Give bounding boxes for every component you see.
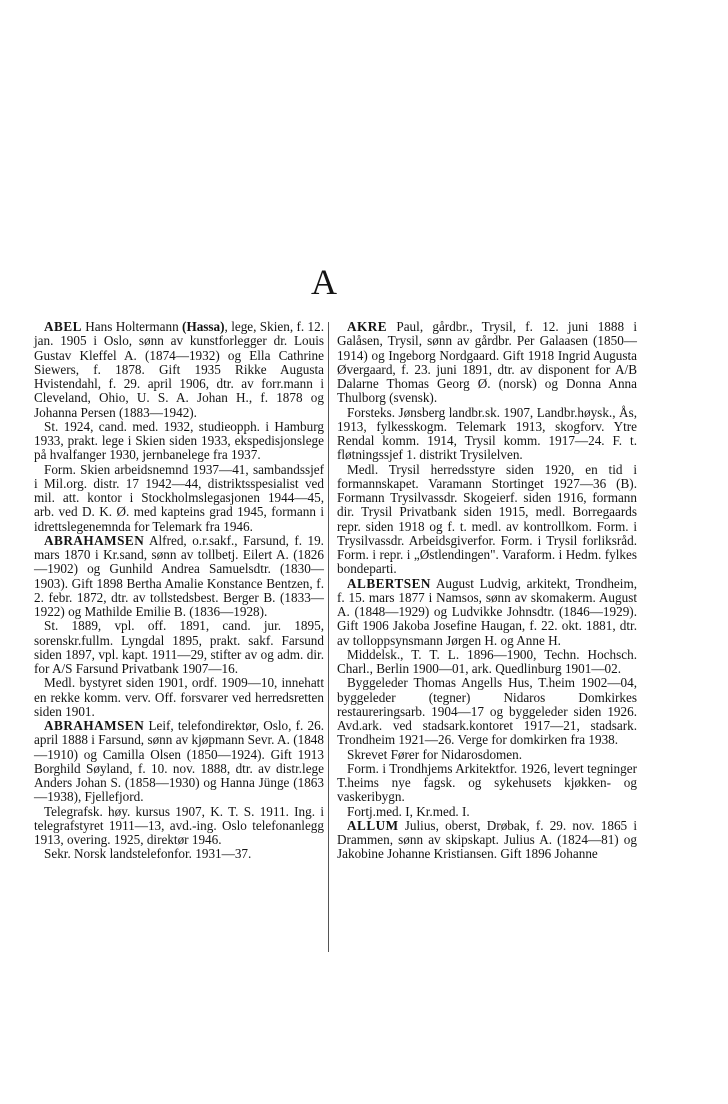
biography-entry	[337, 320, 637, 577]
entry-given-names: Hans Holtermann	[81, 319, 183, 334]
entry-paragraph: Medl. Trysil herredsstyre siden 1920, en tid i formannskapet. Varamann Stortinget 1927—36 (B). Formann Trysilvassdr. Skogeierf. siden 1916, formann dir. Trysil Privatbank siden 1915, medl. Borregaards repr. siden 1918 og f. t. medl. av kontrollkom. Form. i Trysilvassdr. Arbeidsgiverfor. Form. i Trysil forliksråd. Form. i repr. i „Østlendingen". Varaform. i Hedm. fylkes bondeparti.	[337, 461, 637, 577]
entry-details: , arkitekt, Trondheim, f. 15. mars 1877 i Namsos, sønn av skomakerm. August A. (1848—1929) og Ludvikke Johnsdtr. (1846—1929). Gift 1906 Jakoba Josefine Haugan, f. 22. okt. 1881, dtr. av tolloppsynsmann Jørgen H. og Anne H.	[337, 575, 638, 648]
entry-surname: ABEL	[44, 319, 82, 334]
entry-given-names: August Ludvig	[430, 575, 518, 591]
entry-surname: AKRE	[347, 319, 388, 334]
entry-surname: ABRAHAMSEN	[44, 532, 145, 548]
biography-entry	[34, 534, 324, 719]
entry-paragraph: Sekr. Norsk landstelefonfor. 1931—37.	[44, 846, 252, 862]
entry-given-names: Julius	[398, 817, 436, 833]
entry-given-names: Alfred	[144, 532, 184, 548]
entry-surname: ALLUM	[347, 817, 399, 833]
entry-details: , lege, Skien, f. 12. jan. 1905 i Oslo, sønn av kunstforlegger dr. Louis Gustav Kleffel A. (1874—1932) og Ella Cathrine Siewers, f. 1878. Gift 1935 Rikke Augusta Hvistendahl, f. 29. april 1906, dtr. av forr.mann i Cleveland, Ohio, U. S. A. Johan H., f. 1878 og Johanna Persen (1883—1942).	[34, 319, 324, 420]
left-column	[34, 320, 324, 862]
biography-entry	[337, 819, 637, 862]
entry-nickname: (Hassa)	[182, 319, 225, 334]
entry-details: , o.r.sakf., Farsund, f. 19. mars 1870 i Kr.sand, sønn av tollbetj. Eilert A. (1826—1902) og Gunhild Andrea Samuelsdtr. (1830—1903). Gift 1898 Bertha Amalie Konstance Bentzen, f. 2. febr. 1872, dtr. av tollstedsbest. Berger B. (1833—1922) og Mathilde Emilie B. (1836—1928).	[34, 532, 324, 619]
biography-entry	[34, 719, 324, 862]
entry-paragraph: Medl. bystyret siden 1901, ordf. 1909—10, innehatt en rekke komm. verv. Off. forsvarer ved herredsretten siden 1901.	[34, 675, 324, 719]
entry-paragraph: Middelsk., T. T. L. 1896—1900, Techn. Hochsch. Charl., Berlin 1900—01, ark. Quedlinburg 1901—02.	[337, 646, 637, 676]
entry-paragraph: St. 1924, cand. med. 1932, studieopph. i Hamburg 1933, prakt. lege i Skien siden 1933, ekspedisjonslege på hvalfanger 1930, jernbanelege fra 1937.	[34, 418, 324, 463]
entry-given-names: Leif	[144, 718, 171, 733]
biography-entry	[337, 577, 637, 819]
entry-heading	[34, 534, 324, 620]
entry-heading	[337, 819, 637, 862]
entry-paragraph: Fortj.med. I, Kr.med. I.	[347, 803, 470, 819]
right-column	[337, 320, 637, 862]
entry-heading	[337, 577, 637, 648]
entry-paragraph: Form. Skien arbeidsnemnd 1937—41, sambandssjef i Mil.org. distr. 17 1942—44, distriktsspesialist ved mil. att. kontor i Stockholmslegasjonen 1944—45, arb. ved D. K. Ø. med kapteins grad 1945, formann i idrettslegenemnda for Telemark fra 1946.	[34, 461, 324, 534]
entry-details: , oberst, Drøbak, f. 29. nov. 1865 i Drammen, sønn av skipskapt. Julius A. (1824—81) og Jakobine Johanne Kristiansen. Gift 1896 Johanne	[337, 817, 638, 862]
entry-paragraph: Form. i Trondhjems Arkitektfor. 1926, levert tegninger T.heims nye fagsk. og sykehusets kjøkken- og vaskeribygn.	[337, 760, 637, 805]
biography-entry	[34, 320, 324, 534]
entry-heading	[34, 320, 324, 420]
entry-paragraph: Forsteks. Jønsberg landbr.sk. 1907, Landbr.høysk., Ås, 1913, fylkesskogm. Telemark 1913, skogforv. Ytre Rendal komm. 1914, Trysil komm. 1917—24. F. t. fløtningssjef 1. distrikt Trysilelven.	[337, 404, 637, 463]
entry-paragraph: Skrevet Fører for Nidarosdomen.	[347, 746, 523, 762]
entry-surname: ABRAHAMSEN	[44, 718, 145, 733]
entry-paragraph: St. 1889, vpl. off. 1891, cand. jur. 1895, sorenskr.fullm. Lyngdal 1895, prakt. sakf. Farsund siden 1897, vpl. kapt. 1911—29, stifter av og adm. dir. for A/S Farsund Privatbank 1907—16.	[34, 618, 324, 676]
section-letter: A	[311, 262, 337, 302]
entry-given-names: Paul	[387, 319, 420, 334]
entry-details: , gårdbr., Trysil, f. 12. juni 1888 i Galåsen, Trysil, sønn av gårdbr. Per Galaasen (1850—1914) og Ingeborg Nordgaard. Gift 1918 Ingrid Augusta Øvergaard, f. 23. juni 1891, dtr. av disponent for A/B Dalarne Thomas Georg Ø. (norsk) og Donna Anna Thulborg (svensk).	[337, 319, 637, 406]
entry-surname: ALBERTSEN	[347, 575, 431, 591]
entry-heading	[337, 320, 637, 406]
column-divider	[328, 322, 329, 952]
entry-paragraph: Byggeleder Thomas Angells Hus, T.heim 1902—04, byggeleder (tegner) Nidaros Domkirkes restaureringsarb. 1904—17 og byggeleder siden 1926. Avd.ark. ved stadsark.kontoret 1917—21, stadsark. Trondheim 1921—26. Verge for domkirken fra 1938.	[337, 675, 637, 748]
entry-paragraph: Telegrafsk. høy. kursus 1907, K. T. S. 1911. Ing. i telegrafstyret 1911—13, avd.-ing. Oslo telefonanlegg 1913, overing. 1925, direktør 1946.	[34, 803, 324, 847]
entry-heading	[34, 719, 324, 805]
entry-details: , telefondirektør, Oslo, f. 26. april 1888 i Farsund, sønn av kjøpmann Sevr. A. (1848—1910) og Camilla Olsen (1850—1924). Gift 1913 Borghild Søyland, f. 10. nov. 1888, dtr. av distr.lege Anders Johan S. (1858—1930) og Hanna Jünge (1863—1938), Fjellefjord.	[34, 718, 325, 805]
